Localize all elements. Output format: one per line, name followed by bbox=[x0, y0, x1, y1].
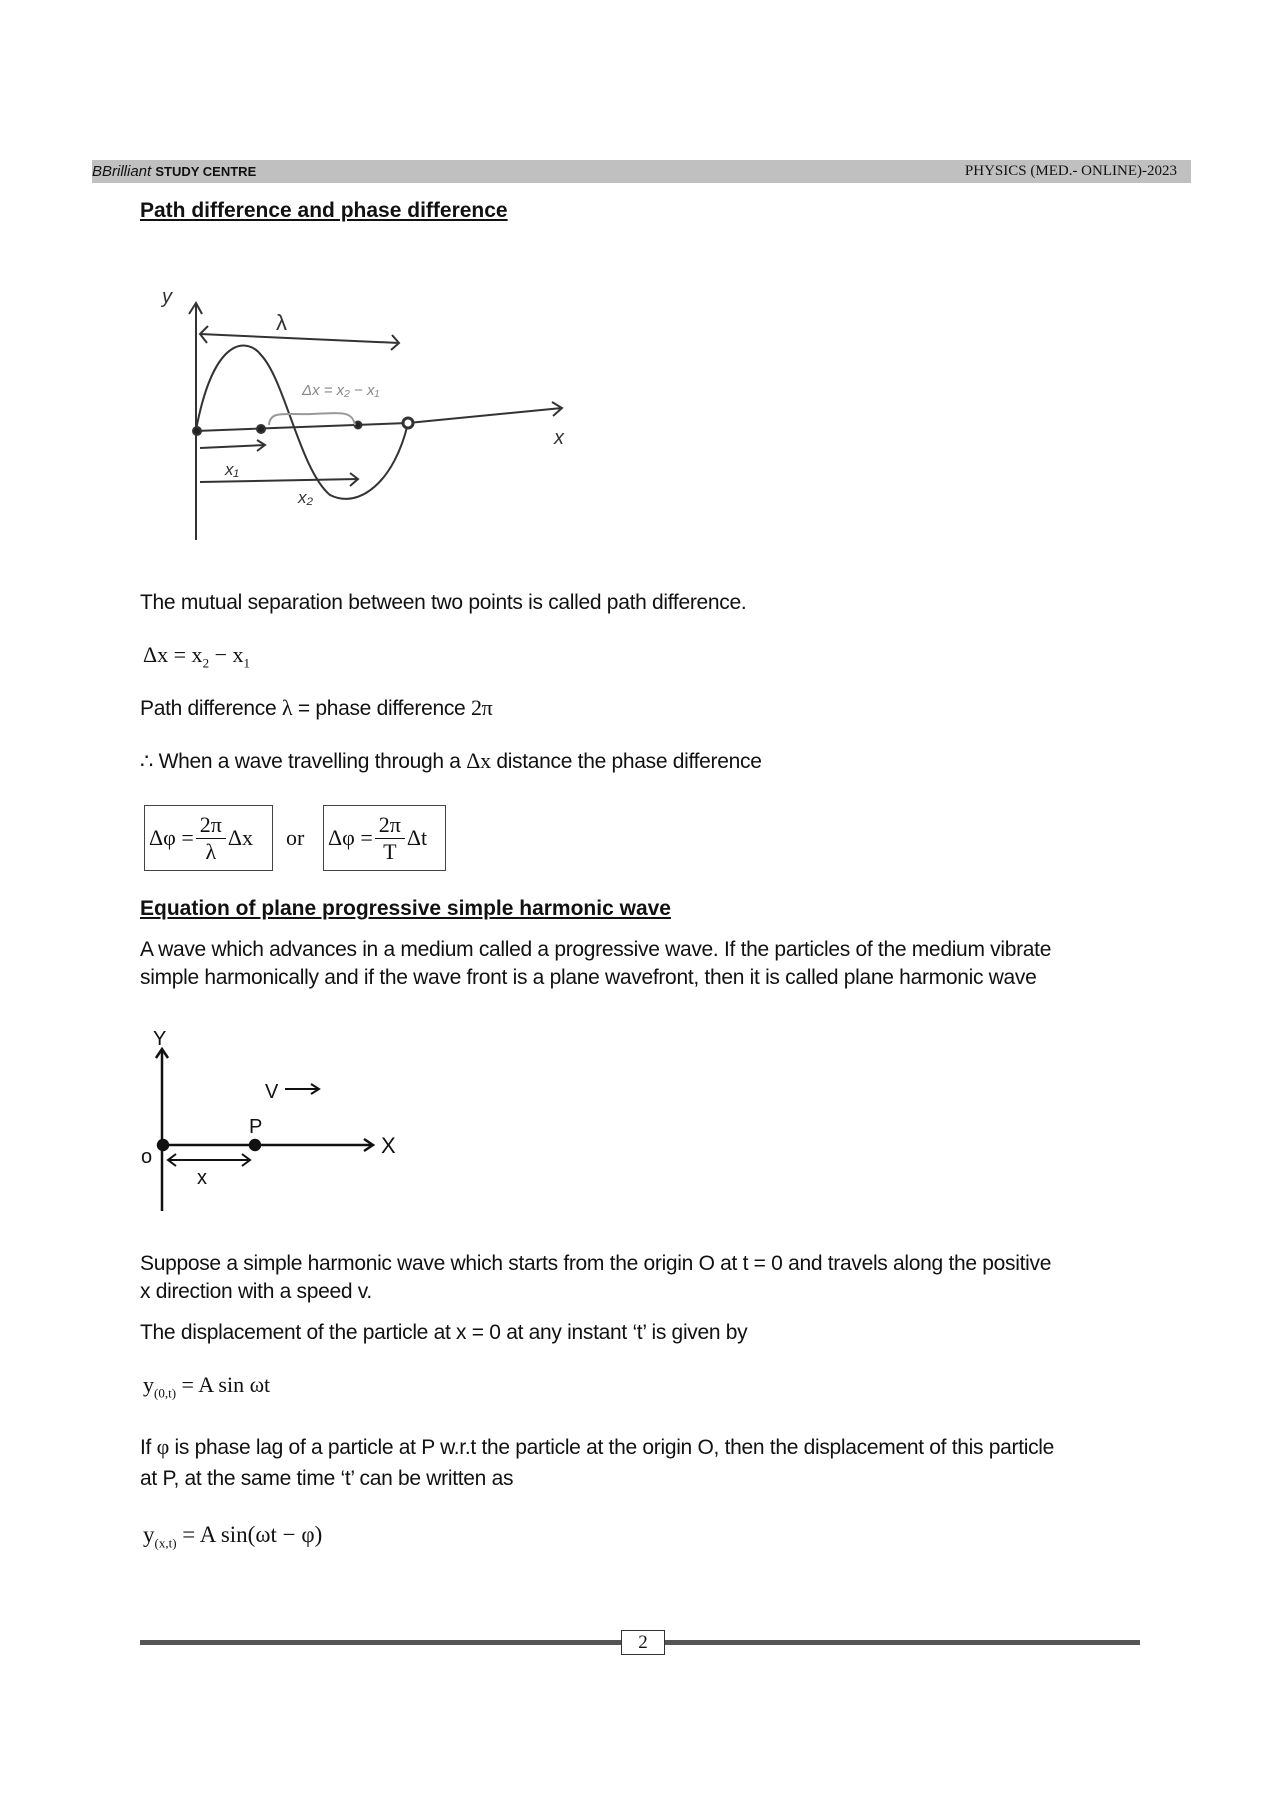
therefore-symbol: ∴ bbox=[140, 750, 154, 773]
x-axis-label: x bbox=[554, 427, 564, 449]
x2-label: x₂ bbox=[298, 488, 313, 507]
p-label: P bbox=[249, 1116, 263, 1138]
formula-lhs: Δφ = bbox=[328, 825, 373, 850]
brand-italic: BBrilliant bbox=[92, 163, 152, 180]
paragraph-line: at P, at the same time ‘t’ can be written as bbox=[140, 1467, 514, 1490]
eq1-lhs: Δx = x bbox=[143, 642, 203, 667]
text: = phase difference bbox=[292, 697, 471, 720]
velocity-label: V bbox=[265, 1081, 279, 1103]
denominator: λ bbox=[205, 838, 217, 864]
page-number: 2 bbox=[621, 1630, 665, 1655]
two-pi-symbol: 2π bbox=[470, 695, 493, 720]
equation-origin-displacement bbox=[143, 1372, 270, 1401]
text: Path difference bbox=[140, 697, 282, 720]
text: If bbox=[140, 1436, 157, 1459]
section-title-path-difference: Path difference and phase difference bbox=[140, 199, 508, 222]
formula-rhs: Δt bbox=[406, 825, 428, 850]
y-axis-label: y bbox=[162, 286, 172, 308]
eq-sub: (0,t) bbox=[154, 1385, 177, 1401]
brand-rest: STUDY CENTRE bbox=[155, 164, 257, 179]
eq-y: y bbox=[143, 1522, 155, 1547]
paragraph-line: x direction with a speed v. bbox=[140, 1280, 372, 1303]
origin-point bbox=[158, 1140, 168, 1150]
section-title-wave-equation: Equation of plane progressive simple harmonic wave bbox=[140, 897, 671, 920]
delta-x-label: Δx = x₂ − x₁ bbox=[302, 382, 380, 399]
lambda-label: λ bbox=[276, 310, 287, 335]
eq-rhs: = A sin(ωt − φ) bbox=[176, 1522, 323, 1547]
numerator: 2π bbox=[375, 812, 405, 839]
path-difference-definition: The mutual separation between two points is called path difference. bbox=[140, 591, 747, 614]
velocity-arrow bbox=[285, 1084, 319, 1094]
denominator: T bbox=[383, 838, 397, 864]
eq-y: y bbox=[143, 1372, 154, 1397]
y-axis-label: Y bbox=[153, 1028, 167, 1050]
text: When a wave travelling through a bbox=[153, 750, 467, 773]
point-p bbox=[250, 1140, 260, 1150]
paragraph-line bbox=[140, 1434, 1054, 1460]
or-text: or bbox=[286, 825, 305, 850]
paragraph-line: The displacement of the particle at x = 0 at any instant ‘t’ is given by bbox=[140, 1321, 748, 1344]
formula-lhs: Δφ = bbox=[149, 825, 194, 850]
paragraph-line: A wave which advances in a medium called a progressive wave. If the particles of the medium vibrate bbox=[140, 938, 1052, 961]
eq-rhs: = A sin ωt bbox=[176, 1372, 271, 1397]
paragraph-line: Suppose a simple harmonic wave which starts from the origin O at t = 0 and travels along the positive bbox=[140, 1252, 1052, 1275]
delta-x-symbol: Δx bbox=[466, 748, 491, 773]
phi-symbol: φ bbox=[156, 1434, 170, 1459]
origin-label: o bbox=[141, 1146, 153, 1168]
text: distance the phase difference bbox=[490, 750, 762, 773]
eq1-sub2: 2 bbox=[202, 655, 210, 671]
equation-point-displacement bbox=[143, 1522, 322, 1552]
progressive-wave-diagram bbox=[0, 0, 420, 1230]
eq1-mid: − x bbox=[209, 642, 244, 667]
x1-label: x₁ bbox=[225, 460, 239, 479]
numerator: 2π bbox=[196, 812, 226, 839]
eq1-sub1: 1 bbox=[243, 655, 250, 671]
course-title: PHYSICS (MED.- ONLINE)-2023 bbox=[964, 163, 1177, 179]
eq-sub: (x,t) bbox=[154, 1535, 177, 1551]
lambda-symbol: λ bbox=[281, 695, 293, 720]
x-axis-label: X bbox=[381, 1133, 396, 1158]
distance-label: x bbox=[197, 1167, 207, 1189]
formula-rhs: Δx bbox=[227, 825, 254, 850]
text: is phase lag of a particle at P w.r.t the particle at the origin O, then the displacement of this particle bbox=[169, 1436, 1055, 1459]
distance-arrow bbox=[168, 1154, 250, 1166]
paragraph-line: simple harmonically and if the wave front is a plane wavefront, then it is called plane harmonic wave bbox=[140, 966, 1037, 989]
